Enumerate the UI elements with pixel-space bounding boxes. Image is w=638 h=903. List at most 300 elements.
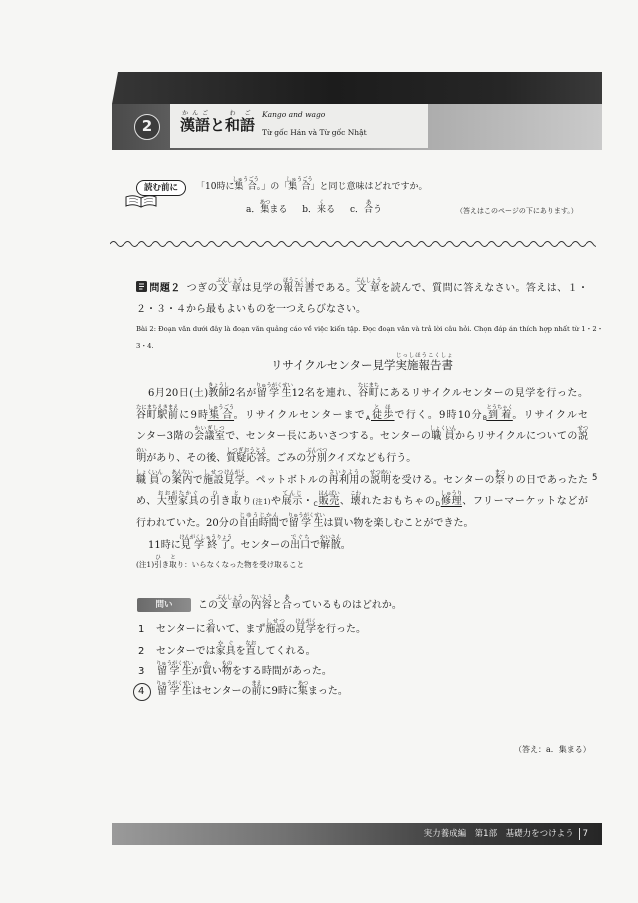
furigana-word: [429, 426, 457, 443]
furigana-reading: とうちゃく: [486, 404, 513, 411]
footnote-ref: (注1): [252, 498, 271, 507]
option-word: [317, 200, 336, 215]
furigana-word: [328, 469, 360, 486]
furigana-word: [156, 681, 194, 697]
kanji-base: 施設: [265, 624, 286, 635]
problem-label: 問題２: [149, 283, 181, 294]
text-run: ンター3階の: [136, 431, 195, 443]
furigana-word: [215, 641, 236, 657]
furigana-word: [251, 681, 262, 697]
furigana-reading: じゆうじかん: [238, 513, 279, 520]
kanji-base: 販売: [318, 496, 340, 508]
reading-line: [136, 380, 588, 402]
kanji-base: 徒歩: [371, 409, 395, 421]
furigana-reading: と: [231, 491, 242, 498]
kanji-base: 集合: [207, 409, 235, 421]
footer-band: [112, 823, 602, 845]
furigana-reading: と: [169, 555, 177, 561]
open-book-icon: [124, 194, 158, 208]
answer-option: [138, 658, 332, 680]
furigana-reading: かいさん: [319, 534, 342, 541]
text-run: をする時間があった。: [231, 666, 332, 677]
kanji-base: 解散: [319, 539, 342, 551]
answer-option: [138, 616, 366, 638]
furigana-word: [226, 448, 267, 465]
text-run: う: [373, 205, 383, 215]
kanji-base: 集合: [286, 182, 313, 192]
text-run: で行く。9時10分: [394, 409, 483, 421]
furigana-reading: ひ: [209, 491, 220, 498]
pre-reading-option: [349, 200, 383, 215]
furigana-reading: く: [317, 200, 327, 206]
kanji-base: 出口: [290, 539, 311, 551]
furigana-reading: じっしほうこくしょ: [395, 353, 453, 359]
furigana-word: [357, 383, 380, 399]
text-run: ２・３・４から最もよいものを一つえらびなさい。: [136, 304, 366, 315]
kanji-base: 見学: [223, 474, 246, 486]
furigana-word: [486, 404, 513, 421]
pre-reading-question: [196, 176, 428, 196]
text-run: 。: [340, 539, 351, 551]
footer-section: 実力養成編 第1部 基礎力をつけよう: [423, 829, 574, 839]
kanji-base: 和語: [225, 116, 256, 134]
kanji-base: 物: [221, 666, 233, 677]
furigana-reading: しせつ: [265, 619, 286, 625]
kanji-base: 合: [364, 205, 374, 215]
furigana-reading: あつ: [259, 200, 271, 206]
furigana-word: [179, 534, 233, 551]
furigana-reading: かんご: [180, 110, 210, 117]
furigana-word: [231, 491, 242, 508]
furigana-reading: あ: [364, 200, 373, 206]
text-run: の: [359, 474, 371, 486]
furigana-word: [225, 110, 256, 134]
text-run: れたおもちゃの: [360, 496, 436, 508]
text-run: で: [192, 474, 204, 486]
furigana-word: [395, 353, 453, 372]
furigana-reading: か: [201, 661, 212, 667]
furigana-reading: はんばい: [318, 491, 340, 498]
furigana-reading: つ: [205, 619, 216, 625]
furigana-reading: しゅうり: [440, 491, 462, 498]
kanji-base: 引: [154, 560, 162, 569]
furigana-reading: けんがく: [295, 619, 317, 625]
text-run: りの日であったた: [504, 474, 589, 486]
text-run: 。ごみの: [266, 453, 307, 465]
text-run: に9時: [178, 409, 210, 421]
text-run: 2名が: [228, 388, 257, 399]
furigana-reading: かいぎしつ: [194, 426, 225, 433]
text-run: クイズなども行う。: [326, 453, 417, 465]
furigana-reading: なお: [245, 641, 256, 647]
text-run: センターでは: [156, 646, 216, 657]
pre-reading-badge: 読む前に: [136, 180, 186, 196]
furigana-word: [371, 404, 395, 421]
kanji-base: 留学生: [287, 518, 325, 530]
kanji-base: 案内: [171, 474, 193, 486]
kanji-base: 到着: [486, 409, 513, 421]
furigana-word: [440, 491, 462, 508]
furigana-word: [216, 278, 243, 294]
text-run: 。ペットボトルの: [244, 474, 329, 486]
text-run: はセンターの: [191, 686, 252, 697]
problem-instruction-line: [136, 274, 588, 296]
text-run: め、: [136, 496, 157, 508]
text-run: る: [326, 205, 336, 215]
furigana-reading: さいりよう: [328, 469, 360, 476]
furigana-reading: ぶんしょう: [354, 278, 382, 284]
furigana-reading: けんがくしゅうりょう: [179, 534, 233, 541]
problem-instruction-line: [136, 296, 588, 318]
kanji-base: 施設: [203, 474, 224, 486]
text-run: まる: [269, 205, 288, 215]
translation-line: 3・4.: [136, 342, 154, 350]
text-run: 。センターの: [230, 539, 291, 551]
text-run: を行った。: [316, 624, 367, 635]
furigana-reading: りゅうがくせい: [156, 661, 194, 667]
kanji-base: 職員: [429, 431, 457, 443]
text-run: は見学の: [241, 283, 284, 294]
text-run: の: [160, 474, 172, 486]
answer-location-note: （答えはこのページの下にあります。）: [456, 207, 578, 215]
furigana-word: [577, 426, 589, 443]
text-run: この: [198, 600, 218, 611]
furigana-reading: かぐ: [215, 641, 236, 647]
reading-line: [136, 510, 588, 532]
text-run: り：いらなくなった物を受け取ること: [176, 560, 305, 569]
reading-line: [136, 532, 588, 554]
furigana-word: [207, 404, 235, 421]
line-number-marker: 5: [592, 473, 598, 483]
text-run: で、センター長にあいさつする。センターの: [225, 431, 432, 443]
text-run: にあるリサイクルセンターの見学を行った。: [378, 388, 588, 399]
option-word: [259, 200, 288, 215]
kanji-base: 職員: [136, 474, 163, 486]
wavy-divider: [110, 238, 596, 250]
text-run: っているものはどれか。: [291, 600, 402, 611]
text-run: で: [310, 539, 321, 551]
kanji-base: 谷町駅前: [136, 409, 179, 421]
furigana-word: [238, 513, 279, 530]
text-run: 。リサイクルセ: [511, 409, 589, 421]
text-run: り: [241, 496, 253, 508]
furigana-reading: めい: [136, 448, 147, 455]
text-run: つぎの: [186, 283, 218, 294]
furigana-word: [281, 595, 292, 611]
kanji-base: 修理: [440, 496, 462, 508]
text-run: 12名を連れ、: [291, 388, 359, 399]
reading-line: [136, 402, 588, 424]
furigana-reading: ほうこくしょ: [283, 278, 315, 284]
lesson-banner-top: [112, 72, 602, 104]
reading-passage: [136, 380, 588, 554]
answer-option: [138, 638, 316, 660]
furigana-word: [354, 278, 382, 294]
kanji-base: 留学生: [255, 388, 293, 399]
text-run: の: [285, 624, 296, 635]
kanji-base: 文章: [216, 600, 243, 611]
translation-line: Bài 2: Đoạn văn dưới đây là đoạn văn quảng cáo về việc kiến tập. Đọc đoạn văn và trả lời câu hỏi. Chọn đáp án thích hợp nhất từ 1・2・: [136, 325, 604, 333]
kanji-base: 直: [245, 646, 256, 657]
kanji-base: 文章: [216, 283, 243, 294]
kanji-base: 自由時間: [238, 518, 279, 530]
furigana-word: [319, 534, 342, 551]
lesson-subtitle-english: Kango and wago: [262, 110, 326, 119]
lesson-subtitle-vietnamese: Từ gốc Hán và Từ gốc Nhật: [262, 128, 367, 137]
furigana-word: [350, 491, 361, 508]
reading-line: [136, 488, 588, 510]
document-icon: [136, 281, 147, 292]
furigana-word: [494, 469, 506, 486]
text-run: (注1): [136, 560, 155, 569]
text-run: 。リサイクルセンターまで: [232, 409, 366, 421]
text-run: 、: [339, 496, 351, 508]
kanji-base: 谷町: [357, 388, 380, 399]
answer-option-circled: [138, 678, 348, 700]
kanji-base: 前: [251, 686, 262, 697]
furigana-reading: りゅうがくせい: [156, 681, 194, 687]
kanji-base: 大型家具: [156, 496, 200, 508]
furigana-reading: きょうし: [207, 383, 230, 389]
furigana-word: [223, 469, 246, 486]
text-run: センターに: [156, 624, 206, 635]
text-run: と: [210, 116, 226, 134]
furigana-reading: たにまち: [357, 383, 380, 389]
kanji-base: 再利用: [328, 474, 360, 486]
furigana-word: [290, 534, 311, 551]
furigana-word: [306, 448, 328, 465]
option-number: 3: [138, 666, 145, 677]
text-run: で: [278, 518, 289, 530]
furigana-reading: りゅうがくせい: [287, 513, 325, 520]
furigana-reading: しゅうごう: [207, 404, 235, 411]
text-run: と: [271, 600, 282, 611]
furigana-word: [265, 619, 286, 635]
furigana-reading: こわ: [350, 491, 361, 498]
furigana-reading: しせつ: [203, 469, 224, 476]
furigana-word: [369, 469, 392, 486]
text-run: いて、まず: [215, 624, 266, 635]
text-run: 11時に: [148, 539, 181, 551]
option-label: b．: [302, 205, 318, 215]
option-text: [156, 661, 332, 677]
underline-marker: B: [482, 414, 487, 422]
furigana-reading: たにまちえきまえ: [136, 404, 179, 411]
text-run: してくれる。: [255, 646, 316, 657]
furigana-word: [216, 595, 243, 611]
kanji-base: 質疑応答: [226, 453, 267, 465]
furigana-word: [136, 448, 147, 465]
kanji-base: 着: [205, 624, 216, 635]
furigana-reading: ぶんべつ: [306, 448, 328, 455]
text-run: リサイクルセンター見学: [271, 358, 396, 372]
furigana-word: [205, 619, 216, 635]
furigana-reading: せつめい: [369, 469, 392, 476]
question-badge: 問い: [137, 598, 191, 612]
furigana-word: [287, 513, 325, 530]
text-run: を: [235, 646, 246, 657]
kanji-base: 来: [317, 205, 327, 215]
furigana-word: [156, 491, 200, 508]
page-number: 7: [579, 828, 588, 840]
furigana-word: [156, 661, 194, 677]
furigana-reading: とほ: [371, 404, 394, 411]
option-number: 4: [138, 685, 156, 699]
text-run: 。」の「: [256, 182, 289, 192]
text-run: からリサイクルについての: [454, 431, 578, 443]
kanji-base: 引: [209, 496, 221, 508]
text-run: を読んで、質問に答えなさい。答えは、１・: [379, 283, 589, 294]
furigana-reading: しゅうごう: [232, 177, 259, 183]
underline-marker: C: [313, 501, 318, 509]
kanji-base: 報告書: [283, 283, 315, 294]
text-run: 」と同じ意味はどれですか。: [310, 182, 428, 192]
pre-reading-option: [302, 200, 336, 215]
furigana-word: [295, 619, 317, 635]
furigana-reading: ひ: [154, 555, 162, 561]
footer-text: [424, 828, 588, 840]
kanji-base: 分別: [306, 453, 328, 465]
furigana-reading: あ: [281, 595, 292, 601]
furigana-reading: ぶんしょう: [216, 278, 243, 284]
kanji-base: 文章: [354, 283, 382, 294]
furigana-word: [207, 383, 230, 399]
furigana-word: [364, 200, 374, 215]
text-run: き: [161, 560, 170, 569]
kanji-base: 取: [169, 560, 177, 569]
question-prompt: [198, 592, 402, 614]
text-run: 「10時に: [196, 182, 235, 192]
text-run: の: [199, 496, 210, 508]
pre-reading-answer: （答え：a．集まる）: [514, 745, 591, 754]
option-text: [156, 641, 316, 657]
furigana-reading: まえ: [251, 681, 262, 687]
kanji-base: 祭: [494, 474, 506, 486]
furigana-reading: しつぎおうとう: [226, 448, 267, 455]
kanji-base: 会議室: [194, 431, 226, 443]
kanji-base: 見学終了: [179, 539, 233, 551]
furigana-word: [281, 491, 303, 508]
furigana-word: [154, 555, 162, 569]
reading-title: [136, 351, 588, 375]
option-word: [364, 200, 383, 215]
furigana-word: [180, 110, 211, 134]
text-run: である。: [314, 283, 357, 294]
underline-marker: D: [435, 501, 441, 509]
kanji-base: 留学生: [156, 686, 194, 697]
reading-line: [136, 423, 588, 445]
kanji-base: 説明: [369, 474, 392, 486]
kanji-base: 説: [577, 431, 588, 443]
furigana-reading: まつ: [494, 469, 506, 476]
furigana-reading: りゅうがくせい: [255, 383, 293, 389]
furigana-word: [171, 469, 193, 486]
furigana-reading: てんじ: [281, 491, 303, 498]
pre-reading-options: [246, 199, 394, 219]
furigana-word: [169, 555, 177, 569]
text-run: 6月20日(土): [148, 388, 209, 399]
option-text: [156, 619, 367, 635]
text-run: があり、その後、: [146, 453, 227, 465]
kanji-base: 明: [136, 453, 147, 465]
furigana-reading: もの: [221, 661, 233, 667]
text-run: ・: [302, 496, 314, 508]
text-run: の: [241, 600, 252, 611]
kanji-base: 集合: [232, 182, 259, 192]
footnote: [136, 553, 304, 573]
furigana-word: [232, 177, 259, 192]
furigana-reading: ぶんしょう: [216, 595, 243, 601]
option-label: a．: [246, 205, 261, 215]
furigana-word: [136, 404, 179, 421]
text-run: に9時に: [261, 686, 298, 697]
kanji-base: 漢語: [180, 116, 211, 134]
furigana-reading: あんない: [171, 469, 193, 476]
kanji-base: 壊: [350, 496, 361, 508]
furigana-word: [209, 491, 221, 508]
text-run: が: [191, 666, 202, 677]
furigana-word: [203, 469, 224, 486]
furigana-reading: しゅうごう: [286, 177, 313, 183]
option-number: 2: [138, 646, 145, 657]
furigana-word: [318, 491, 340, 508]
text-run: や: [270, 496, 282, 508]
kanji-base: 集: [297, 686, 309, 697]
text-run: を受ける。センターの: [390, 474, 495, 486]
kanji-base: 展示: [281, 496, 303, 508]
furigana-word: [221, 661, 233, 677]
pre-reading-option: [246, 200, 288, 215]
reading-line: [136, 445, 588, 467]
problem-instruction-text: [186, 278, 589, 294]
furigana-word: [250, 595, 273, 611]
furigana-reading: ないよう: [250, 595, 273, 601]
option-text: [156, 681, 348, 697]
reading-line: [136, 467, 588, 489]
furigana-word: [317, 200, 327, 215]
furigana-reading: あつ: [297, 681, 309, 687]
lesson-title: [180, 110, 255, 135]
option-number: 1: [138, 624, 145, 635]
furigana-word: [136, 469, 163, 486]
furigana-reading: しょくいん: [136, 469, 163, 476]
kanji-base: 実施報告書: [395, 358, 453, 372]
furigana-reading: でぐち: [290, 534, 311, 541]
kanji-base: 取: [231, 496, 242, 508]
text-run: 、フリーマーケットなどが: [461, 496, 589, 508]
text-run: は買い物を楽しむことができた。: [323, 518, 474, 530]
furigana-word: [245, 641, 256, 657]
text-run: い: [211, 666, 222, 677]
kanji-base: 家具: [215, 646, 236, 657]
furigana-word: [255, 383, 293, 399]
kanji-base: 合: [281, 600, 292, 611]
kanji-base: 内容: [250, 600, 273, 611]
furigana-word: [283, 278, 315, 294]
furigana-word: [194, 426, 226, 443]
option-label: c．: [349, 205, 364, 215]
underline-marker: A: [365, 414, 370, 422]
text-run: まった。: [307, 686, 348, 697]
kanji-base: 留学生: [156, 666, 194, 677]
text-run: 行われていた。20分の: [136, 518, 239, 530]
furigana-reading: けんがく: [223, 469, 246, 476]
furigana-word: [201, 661, 212, 677]
kanji-base: 集: [259, 205, 271, 215]
furigana-reading: せつ: [577, 426, 589, 433]
kanji-base: 買: [201, 666, 212, 677]
furigana-reading: わご: [225, 110, 256, 117]
